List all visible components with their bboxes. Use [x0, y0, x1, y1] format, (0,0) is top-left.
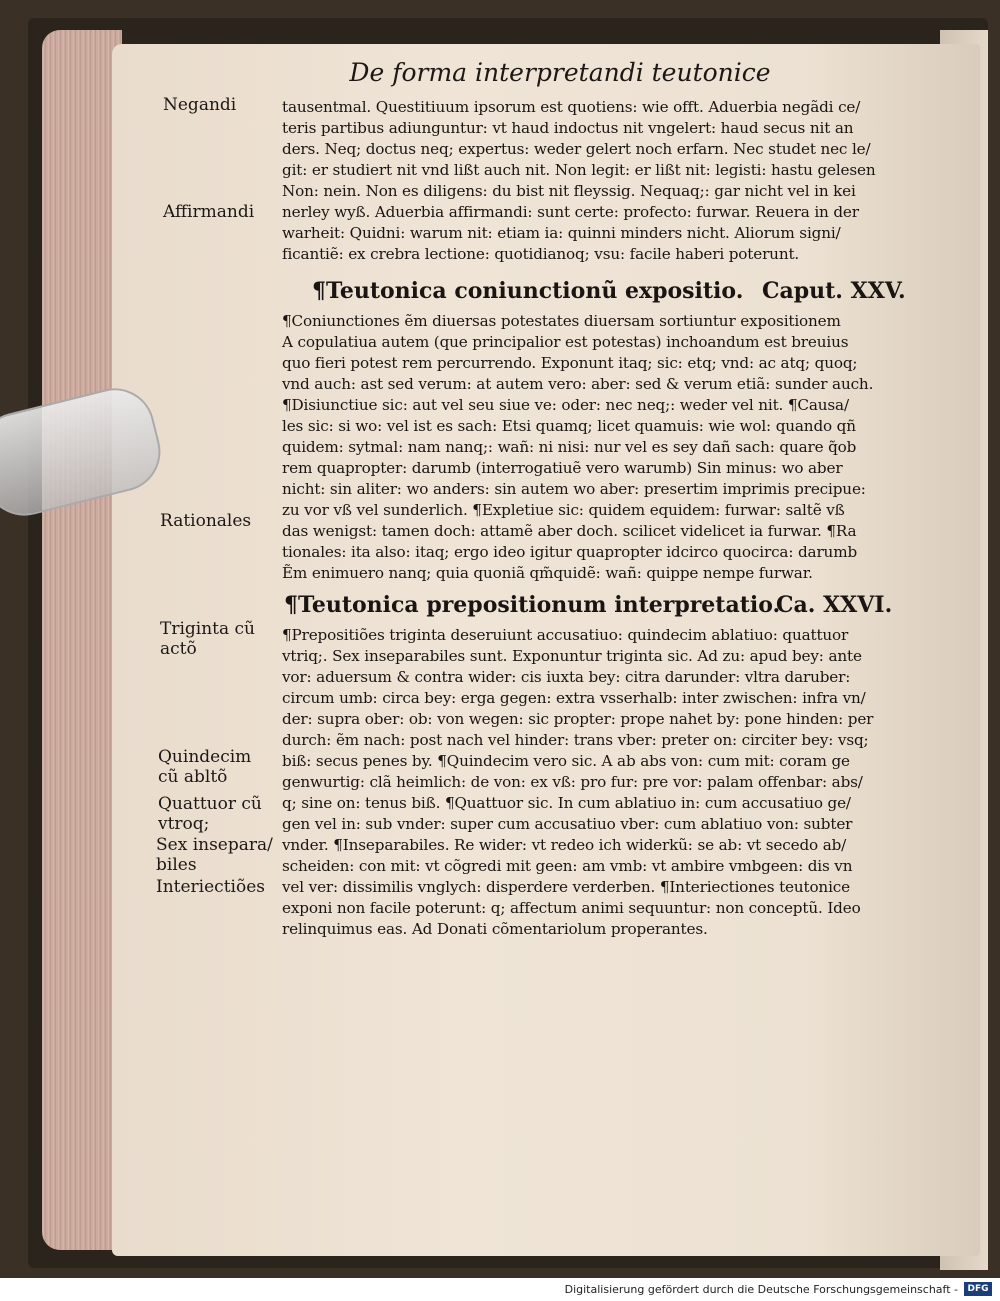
margin-note-sex-insepara: Sex insepara/: [156, 835, 273, 855]
chapter-heading-coniunctionum: ¶Teutonica coniunctionũ expositio.: [312, 278, 744, 304]
text-line: zu vor vß vel sunderlich. ¶Expletiue sic: quidem equidem: furwar: saltẽ vß: [282, 501, 845, 519]
text-line: ¶Coniunctiones ẽm diuersas potestates diuersam sortiuntur expositionem: [282, 312, 841, 330]
text-line: git: er studiert nit vnd lißt auch nit. Non legit: er lißt nit: legisti: hastu gelesen: [282, 161, 876, 179]
text-line: ders. Neq; doctus neq; expertus: weder gelert noch erfarn. Nec studet nec le/: [282, 140, 871, 158]
margin-note-biles: biles: [156, 855, 197, 875]
text-line: quidem: sytmal: nam nanq;: wañ: ni nisi: nur vel es sey dañ sach: quare q̃ob: [282, 438, 857, 456]
page-stack-edges: [42, 30, 122, 1250]
margin-note-affirmandi: Affirmandi: [163, 202, 255, 222]
text-line: circum umb: circa bey: erga gegen: extra vsserhalb: inter zwischen: infra vn/: [282, 689, 866, 707]
text-line: vtriq;. Sex inseparabiles sunt. Exponuntur triginta sic. Ad zu: apud bey: ante: [282, 647, 862, 665]
margin-note-quattuor: Quattuor cũ: [158, 794, 262, 814]
margin-note-vtroq: vtroq;: [158, 814, 210, 834]
margin-note-negandi: Negandi: [163, 95, 237, 115]
margin-note-quindecim: Quindecim: [158, 747, 252, 767]
text-line: exponi non facile poterunt: q; affectum animi sequuntur: non conceptũ. Ideo: [282, 899, 861, 917]
text-line: durch: ẽm nach: post nach vel hinder: trans vber: preter on: circiter bey: vsq;: [282, 731, 869, 749]
text-line: tausentmal. Questitiuum ipsorum est quotiens: wie offt. Aduerbia negãdi ce/: [282, 98, 861, 116]
text-line: teris partibus adiunguntur: vt haud indoctus nit vngelert: haud secus nit an: [282, 119, 854, 137]
margin-note-acto: actõ: [160, 639, 197, 659]
footer-bar: [0, 1278, 1000, 1301]
text-line: biß: secus penes by. ¶Quindecim vero sic. A ab abs von: cum mit: coram ge: [282, 752, 850, 770]
text-line: vel ver: dissimilis vnglych: disperdere verderben. ¶Interiectiones teutonice: [282, 878, 850, 896]
chapter-number-xxvi: Ca. XXVI.: [776, 592, 893, 618]
funding-credit: Digitalisierung gefördert durch die Deutsche Forschungsgemeinschaft -: [564, 1283, 958, 1296]
text-line: Ẽm enimuero nanq; quia quoniã qm̃quidẽ: wañ: quippe nempe furwar.: [282, 564, 813, 582]
text-line: nerley wyß. Aduerbia affirmandi: sunt certe: profecto: furwar. Reuera in der: [282, 203, 859, 221]
margin-note-rationales: Rationales: [160, 511, 252, 531]
text-line: warheit: Quidni: warum nit: etiam ia: quinni minders nicht. Aliorum signi/: [282, 224, 841, 242]
text-line: rem quapropter: darumb (interrogatiuẽ vero warumb) Sin minus: wo aber: [282, 459, 843, 477]
running-header: De forma interpretandi teutonice: [349, 58, 771, 87]
text-line: scheiden: con mit: vt cõgredi mit geen: am vmb: vt ambire vmbgeen: dis vn: [282, 857, 853, 875]
text-line: quo fieri potest rem percurrendo. Exponunt itaq; sic: etq; vnd: ac atq; quoq;: [282, 354, 858, 372]
text-line: vnder. ¶Inseparabiles. Re wider: vt redeo ich widerkũ: se ab: vt secedo ab/: [282, 836, 847, 854]
chapter-heading-prepositionum: ¶Teutonica prepositionum interpretatio.: [284, 592, 781, 618]
text-line: ¶Disiunctiue sic: aut vel seu siue ve: oder: nec neq;: weder vel nit. ¶Causa/: [282, 396, 849, 414]
text-line: genwurtig: clã heimlich: de von: ex vß: pro fur: pre vor: palam offenbar: abs/: [282, 773, 863, 791]
text-line: les sic: si wo: vel ist es sach: Etsi quamq; licet quamuis: wie wol: quando qñ: [282, 417, 856, 435]
text-line: relinquimus eas. Ad Donati cõmentariolum properantes.: [282, 920, 708, 938]
text-line: Non: nein. Non es diligens: du bist nit fleyssig. Nequaq;: gar nicht vel in kei: [282, 182, 856, 200]
text-line: vor: aduersum & contra wider: cis iuxta bey: citra darunder: vltra daruber:: [282, 668, 851, 686]
text-line: ¶Prepositiões triginta deseruiunt accusatiuo: quindecim ablatiuo: quattuor: [282, 626, 849, 644]
text-line: tionales: ita also: itaq; ergo ideo igitur quapropter idcirco quocirca: darumb: [282, 543, 858, 561]
text-line: das wenigst: tamen doch: attamẽ aber doch. scilicet videlicet ia furwar. ¶Ra: [282, 522, 857, 540]
text-line: der: supra ober: ob: von wegen: sic propter: prope nahet by: pone hinden: per: [282, 710, 874, 728]
dfg-logo[interactable]: DFG: [964, 1282, 992, 1296]
text-line: ficantiẽ: ex crebra lectione: quotidianoq; vsu: facile haberi poterunt.: [282, 245, 800, 263]
margin-note-interiectiones: Interiectiões: [156, 877, 265, 897]
text-line: gen vel in: sub vnder: super cum accusatiuo vber: cum ablatiuo von: subter: [282, 815, 853, 833]
margin-note-triginta: Triginta cũ: [160, 619, 256, 639]
chapter-number-xxv: Caput. XXV.: [762, 278, 906, 304]
text-line: A copulatiua autem (que principalior est potestas) inchoandum est breuius: [282, 333, 849, 351]
text-line: vnd auch: ast sed verum: at autem vero: aber: sed & verum etiã: sunder auch.: [282, 375, 874, 393]
text-line: q; sine on: tenus biß. ¶Quattuor sic. In cum ablatiuo in: cum accusatiuo ge/: [282, 794, 851, 812]
margin-note-cum-ablto: cũ abltõ: [158, 767, 228, 787]
text-line: nicht: sin aliter: wo anders: sin autem wo aber: presertim imprimis precipue:: [282, 480, 866, 498]
